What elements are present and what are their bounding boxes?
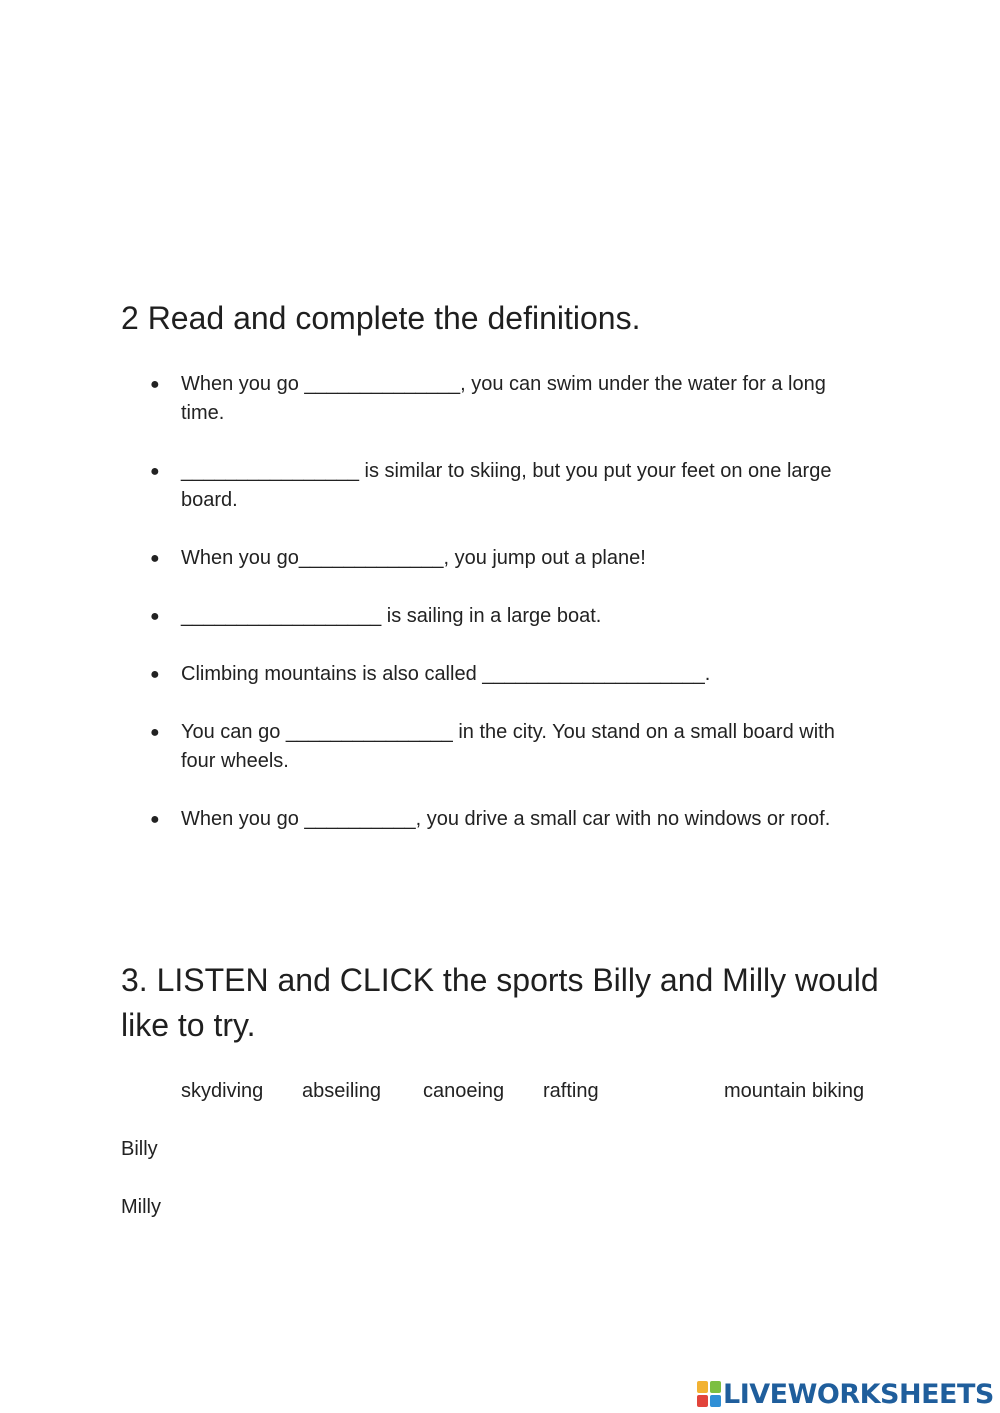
bullet-icon: ● <box>150 724 160 741</box>
definition-text: When you go_____________, you jump out a plane! <box>181 547 646 569</box>
liveworksheets-logo-icon <box>697 1381 721 1407</box>
definition-text: ________________ is similar to skiing, but you put your feet on one large board. <box>181 460 832 511</box>
list-item <box>150 602 870 631</box>
definition-text: When you go __________, you drive a small car with no windows or roof. <box>181 808 831 830</box>
bullet-icon: ● <box>150 608 160 625</box>
bullet-icon: ● <box>150 376 160 393</box>
sport-option-rafting[interactable]: rafting <box>543 1080 599 1102</box>
liveworksheets-logo <box>697 1379 994 1409</box>
list-item <box>150 805 870 834</box>
section-2-title: 2 Read and complete the definitions. <box>121 300 641 336</box>
list-item <box>150 718 870 776</box>
list-item <box>150 660 870 689</box>
bullet-icon: ● <box>150 463 160 480</box>
logo-tile <box>697 1381 708 1393</box>
list-item <box>150 370 870 428</box>
sport-option-canoeing[interactable]: canoeing <box>423 1080 505 1102</box>
section-3-title: 3. LISTEN and CLICK the sports Billy and Milly would like to try. <box>121 962 879 1043</box>
list-item <box>150 457 870 515</box>
logo-tile <box>710 1381 721 1393</box>
row-label-billy: Billy <box>121 1138 158 1160</box>
definition-text: __________________ is sailing in a large boat. <box>181 605 602 627</box>
definitions-list <box>150 370 870 863</box>
bullet-icon: ● <box>150 550 160 567</box>
definition-text: Climbing mountains is also called ____________________. <box>181 663 711 685</box>
sport-option-skydiving[interactable]: skydiving <box>181 1080 264 1102</box>
list-item <box>150 544 870 573</box>
row-label-milly: Milly <box>121 1196 161 1218</box>
sport-option-mountain-biking[interactable]: mountain biking <box>724 1080 865 1102</box>
logo-tile <box>710 1395 721 1407</box>
sport-option-abseiling[interactable]: abseiling <box>302 1080 381 1102</box>
logo-text: LIVEWORKSHEETS <box>723 1378 994 1410</box>
definition-text: When you go ______________, you can swim under the water for a long time. <box>181 373 826 424</box>
definition-text: You can go _______________ in the city. You stand on a small board with four wheels. <box>181 721 835 772</box>
bullet-icon: ● <box>150 666 160 683</box>
bullet-icon: ● <box>150 811 160 828</box>
logo-tile <box>697 1395 708 1407</box>
